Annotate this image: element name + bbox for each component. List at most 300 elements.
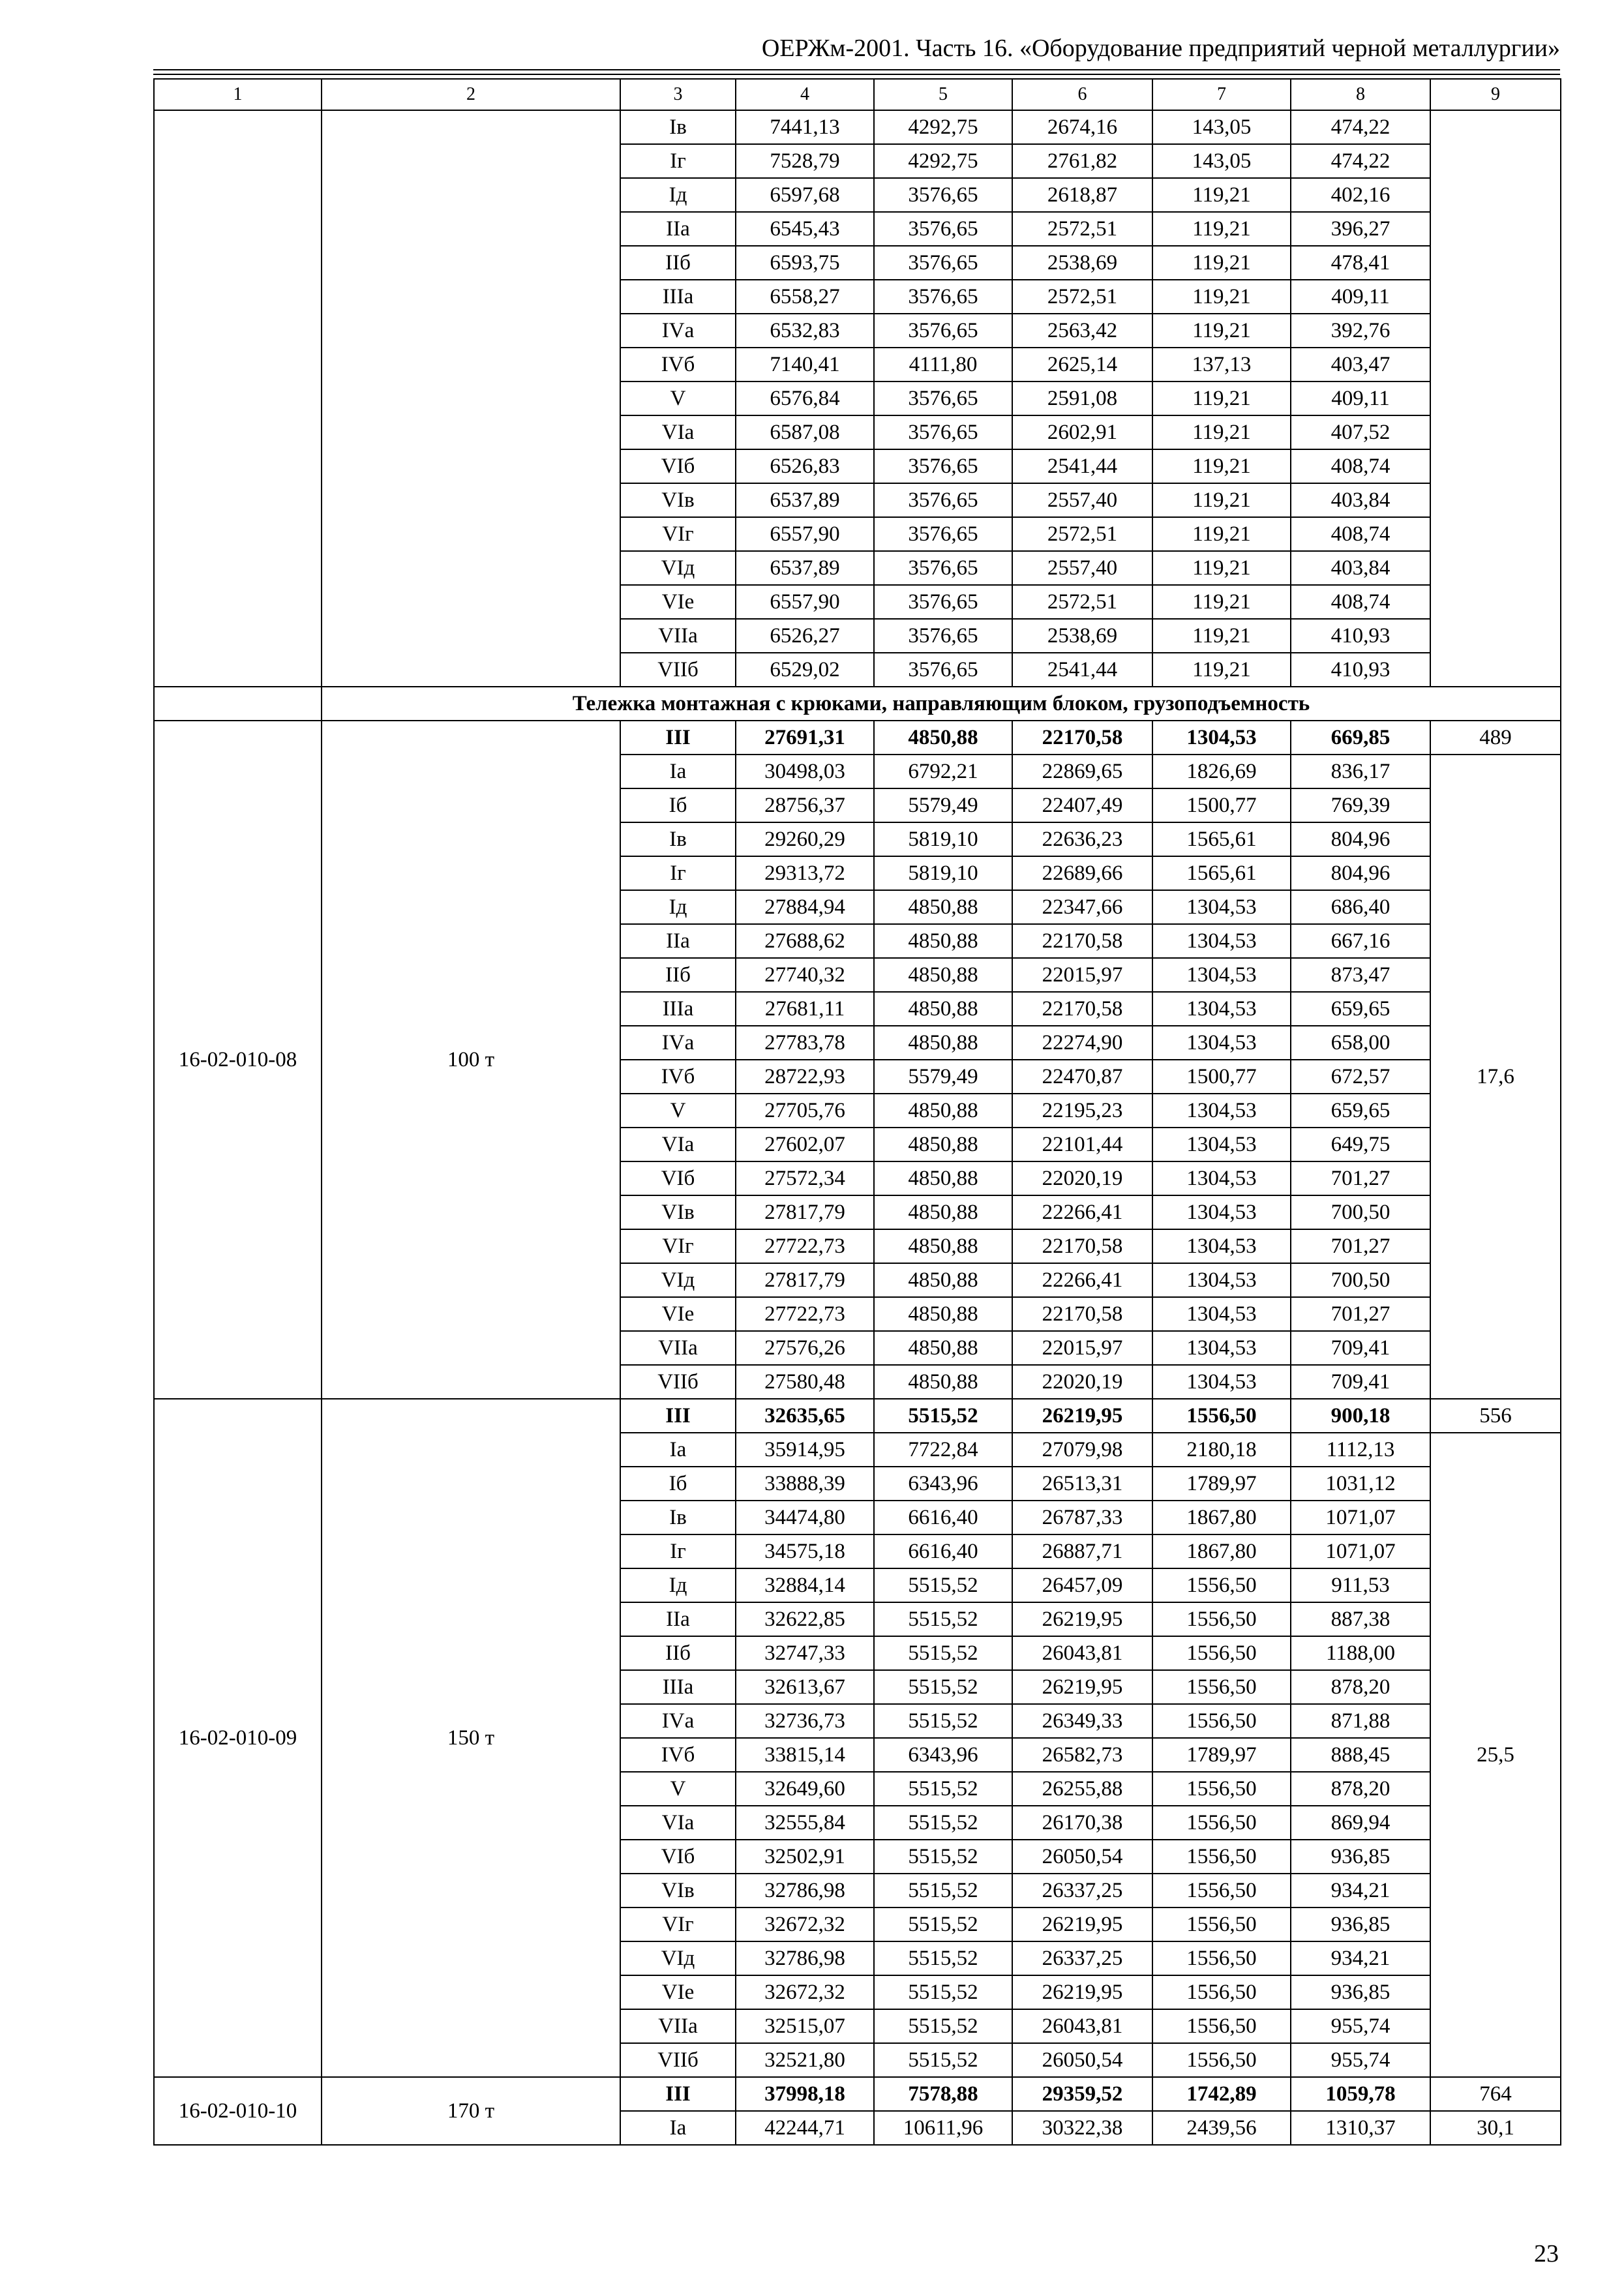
- value-cell: 7140,41: [736, 348, 874, 382]
- index-cell: Iг: [620, 856, 736, 890]
- value-cell: 871,88: [1291, 1704, 1430, 1738]
- value-cell: 27705,76: [736, 1094, 874, 1128]
- value-cell: 4292,75: [874, 110, 1012, 144]
- index-cell: Iб: [620, 788, 736, 822]
- value-cell: 409,11: [1291, 382, 1430, 415]
- index-cell: Iа: [620, 755, 736, 788]
- value-cell: 22020,19: [1012, 1161, 1152, 1195]
- column-number-cell: 2: [322, 79, 620, 110]
- index-cell: IIб: [620, 246, 736, 280]
- value-cell: 3576,65: [874, 415, 1012, 449]
- index-cell: IIб: [620, 1636, 736, 1670]
- value-cell: 27681,11: [736, 992, 874, 1026]
- value-cell: 22407,49: [1012, 788, 1152, 822]
- value-cell: 3576,65: [874, 212, 1012, 246]
- value-cell: 7578,88: [874, 2077, 1012, 2111]
- value-cell: 4850,88: [874, 721, 1012, 755]
- value-cell: 2618,87: [1012, 178, 1152, 212]
- value-cell: 934,21: [1291, 1941, 1430, 1975]
- value-cell: 6526,27: [736, 619, 874, 653]
- value-cell: 119,21: [1152, 483, 1291, 517]
- index-cell: IIа: [620, 212, 736, 246]
- value-cell: 1500,77: [1152, 788, 1291, 822]
- value-cell: 2602,91: [1012, 415, 1152, 449]
- value-cell: 1500,77: [1152, 1060, 1291, 1094]
- value-cell: 410,93: [1291, 653, 1430, 687]
- value-cell: 1556,50: [1152, 1908, 1291, 1941]
- value-cell: 2572,51: [1012, 517, 1152, 551]
- index-cell: III: [620, 721, 736, 755]
- index-cell: III: [620, 1399, 736, 1433]
- item-code: 16-02-010-09: [154, 1399, 322, 2077]
- value-cell: 6558,27: [736, 280, 874, 314]
- value-cell: 2761,82: [1012, 144, 1152, 178]
- note-cell: 489: [1430, 721, 1561, 755]
- value-cell: 26337,25: [1012, 1874, 1152, 1908]
- value-cell: 32786,98: [736, 1874, 874, 1908]
- value-cell: 6557,90: [736, 585, 874, 619]
- value-cell: 911,53: [1291, 1568, 1430, 1602]
- index-cell: VIIа: [620, 2009, 736, 2043]
- value-cell: 4850,88: [874, 1195, 1012, 1229]
- value-cell: 26043,81: [1012, 2009, 1152, 2043]
- value-cell: 32672,32: [736, 1908, 874, 1941]
- value-cell: 2563,42: [1012, 314, 1152, 348]
- value-cell: 5515,52: [874, 2043, 1012, 2077]
- item-name: 100 т: [322, 721, 620, 1399]
- value-cell: 5515,52: [874, 1568, 1012, 1602]
- note-cell: 764: [1430, 2077, 1561, 2111]
- value-cell: 26050,54: [1012, 1840, 1152, 1874]
- value-cell: 26787,33: [1012, 1501, 1152, 1534]
- value-cell: 936,85: [1291, 1975, 1430, 2009]
- value-cell: 32672,32: [736, 1975, 874, 2009]
- value-cell: 5515,52: [874, 1772, 1012, 1806]
- value-cell: 392,76: [1291, 314, 1430, 348]
- value-cell: 2557,40: [1012, 551, 1152, 585]
- value-cell: 1556,50: [1152, 1806, 1291, 1840]
- value-cell: 26219,95: [1012, 1670, 1152, 1704]
- value-cell: 27740,32: [736, 958, 874, 992]
- value-cell: 5515,52: [874, 1840, 1012, 1874]
- rates-table: [153, 78, 1561, 2146]
- value-cell: 32555,84: [736, 1806, 874, 1840]
- value-cell: 6587,08: [736, 415, 874, 449]
- value-cell: 2674,16: [1012, 110, 1152, 144]
- value-cell: 7441,13: [736, 110, 874, 144]
- value-cell: 26219,95: [1012, 1399, 1152, 1433]
- value-cell: 4292,75: [874, 144, 1012, 178]
- value-cell: 1304,53: [1152, 721, 1291, 755]
- code-cell: [154, 110, 322, 687]
- index-cell: IVб: [620, 348, 736, 382]
- value-cell: 34474,80: [736, 1501, 874, 1534]
- value-cell: 2591,08: [1012, 382, 1152, 415]
- column-number-cell: 3: [620, 79, 736, 110]
- value-cell: 6529,02: [736, 653, 874, 687]
- value-cell: 3576,65: [874, 178, 1012, 212]
- value-cell: 1556,50: [1152, 1602, 1291, 1636]
- value-cell: 6532,83: [736, 314, 874, 348]
- value-cell: 32502,91: [736, 1840, 874, 1874]
- value-cell: 2572,51: [1012, 585, 1152, 619]
- index-cell: Iд: [620, 1568, 736, 1602]
- value-cell: 22101,44: [1012, 1128, 1152, 1161]
- value-cell: 2541,44: [1012, 449, 1152, 483]
- value-cell: 2180,18: [1152, 1433, 1291, 1467]
- value-cell: 28722,93: [736, 1060, 874, 1094]
- value-cell: 701,27: [1291, 1297, 1430, 1331]
- value-cell: 873,47: [1291, 958, 1430, 992]
- value-cell: 672,57: [1291, 1060, 1430, 1094]
- value-cell: 5515,52: [874, 1941, 1012, 1975]
- value-cell: 119,21: [1152, 178, 1291, 212]
- value-cell: 1556,50: [1152, 1874, 1291, 1908]
- value-cell: 119,21: [1152, 585, 1291, 619]
- index-cell: V: [620, 1772, 736, 1806]
- value-cell: 659,65: [1291, 992, 1430, 1026]
- index-cell: VIIб: [620, 2043, 736, 2077]
- value-cell: 1565,61: [1152, 856, 1291, 890]
- value-cell: 119,21: [1152, 551, 1291, 585]
- value-cell: 6545,43: [736, 212, 874, 246]
- value-cell: 2625,14: [1012, 348, 1152, 382]
- value-cell: 1304,53: [1152, 1229, 1291, 1263]
- index-cell: VIб: [620, 449, 736, 483]
- value-cell: 37998,18: [736, 2077, 874, 2111]
- value-cell: 1304,53: [1152, 1026, 1291, 1060]
- value-cell: 409,11: [1291, 280, 1430, 314]
- index-cell: Iв: [620, 1501, 736, 1534]
- value-cell: 29359,52: [1012, 2077, 1152, 2111]
- value-cell: 900,18: [1291, 1399, 1430, 1433]
- value-cell: 4850,88: [874, 1263, 1012, 1297]
- value-cell: 5515,52: [874, 1399, 1012, 1433]
- value-cell: 22170,58: [1012, 992, 1152, 1026]
- note-cell: 25,5: [1430, 1433, 1561, 2077]
- value-cell: 878,20: [1291, 1772, 1430, 1806]
- value-cell: 27688,62: [736, 924, 874, 958]
- value-cell: 32884,14: [736, 1568, 874, 1602]
- index-cell: VIа: [620, 1128, 736, 1161]
- value-cell: 22869,65: [1012, 755, 1152, 788]
- value-cell: 1304,53: [1152, 1195, 1291, 1229]
- value-cell: 27884,94: [736, 890, 874, 924]
- note-cell: 556: [1430, 1399, 1561, 1433]
- value-cell: 769,39: [1291, 788, 1430, 822]
- value-cell: 936,85: [1291, 1908, 1430, 1941]
- value-cell: 32613,67: [736, 1670, 874, 1704]
- value-cell: 1304,53: [1152, 1365, 1291, 1399]
- value-cell: 27602,07: [736, 1128, 874, 1161]
- value-cell: 1059,78: [1291, 2077, 1430, 2111]
- value-cell: 1304,53: [1152, 958, 1291, 992]
- value-cell: 22020,19: [1012, 1365, 1152, 1399]
- value-cell: 836,17: [1291, 755, 1430, 788]
- value-cell: 32736,73: [736, 1704, 874, 1738]
- column-number-cell: 8: [1291, 79, 1430, 110]
- value-cell: 1304,53: [1152, 1161, 1291, 1195]
- value-cell: 474,22: [1291, 144, 1430, 178]
- index-cell: VIIб: [620, 653, 736, 687]
- value-cell: 5515,52: [874, 1602, 1012, 1636]
- value-cell: 1826,69: [1152, 755, 1291, 788]
- value-cell: 403,84: [1291, 483, 1430, 517]
- value-cell: 22266,41: [1012, 1195, 1152, 1229]
- value-cell: 26170,38: [1012, 1806, 1152, 1840]
- value-cell: 26337,25: [1012, 1941, 1152, 1975]
- value-cell: 658,00: [1291, 1026, 1430, 1060]
- value-cell: 42244,71: [736, 2111, 874, 2145]
- index-cell: IIа: [620, 924, 736, 958]
- index-cell: VIд: [620, 1263, 736, 1297]
- value-cell: 119,21: [1152, 415, 1291, 449]
- value-cell: 4850,88: [874, 992, 1012, 1026]
- value-cell: 1556,50: [1152, 1568, 1291, 1602]
- index-cell: VIIа: [620, 619, 736, 653]
- value-cell: 1112,13: [1291, 1433, 1430, 1467]
- index-cell: VIIа: [620, 1331, 736, 1365]
- value-cell: 3576,65: [874, 449, 1012, 483]
- value-cell: 403,84: [1291, 551, 1430, 585]
- index-cell: VIе: [620, 1975, 736, 2009]
- value-cell: 5515,52: [874, 2009, 1012, 2043]
- value-cell: 10611,96: [874, 2111, 1012, 2145]
- value-cell: 2572,51: [1012, 280, 1152, 314]
- value-cell: 667,16: [1291, 924, 1430, 958]
- value-cell: 4850,88: [874, 1365, 1012, 1399]
- index-cell: IVа: [620, 1704, 736, 1738]
- index-cell: Iг: [620, 1534, 736, 1568]
- value-cell: 709,41: [1291, 1365, 1430, 1399]
- value-cell: 27079,98: [1012, 1433, 1152, 1467]
- value-cell: 32786,98: [736, 1941, 874, 1975]
- value-cell: 22195,23: [1012, 1094, 1152, 1128]
- item-name: 150 т: [322, 1399, 620, 2077]
- value-cell: 119,21: [1152, 517, 1291, 551]
- value-cell: 22274,90: [1012, 1026, 1152, 1060]
- value-cell: 888,45: [1291, 1738, 1430, 1772]
- header-rule: [153, 69, 1560, 70]
- value-cell: 6343,96: [874, 1467, 1012, 1501]
- value-cell: 1742,89: [1152, 2077, 1291, 2111]
- value-cell: 5579,49: [874, 1060, 1012, 1094]
- value-cell: 2538,69: [1012, 619, 1152, 653]
- value-cell: 5515,52: [874, 1806, 1012, 1840]
- index-cell: Iв: [620, 822, 736, 856]
- value-cell: 4850,88: [874, 1297, 1012, 1331]
- value-cell: 26457,09: [1012, 1568, 1152, 1602]
- table-row: [154, 721, 1561, 755]
- value-cell: 4850,88: [874, 1094, 1012, 1128]
- column-number-cell: 6: [1012, 79, 1152, 110]
- value-cell: 27783,78: [736, 1026, 874, 1060]
- value-cell: 32515,07: [736, 2009, 874, 2043]
- value-cell: 30498,03: [736, 755, 874, 788]
- value-cell: 804,96: [1291, 856, 1430, 890]
- value-cell: 1789,97: [1152, 1467, 1291, 1501]
- section-title: Тележка монтажная с крюками, направляющим блоком, грузоподъемность: [322, 687, 1561, 721]
- value-cell: 22015,97: [1012, 1331, 1152, 1365]
- index-cell: Iа: [620, 1433, 736, 1467]
- index-cell: VIв: [620, 1874, 736, 1908]
- value-cell: 119,21: [1152, 382, 1291, 415]
- value-cell: 4111,80: [874, 348, 1012, 382]
- index-cell: Iа: [620, 2111, 736, 2145]
- index-cell: IIIа: [620, 992, 736, 1026]
- index-cell: IVа: [620, 314, 736, 348]
- value-cell: 26219,95: [1012, 1975, 1152, 2009]
- value-cell: 33815,14: [736, 1738, 874, 1772]
- value-cell: 869,94: [1291, 1806, 1430, 1840]
- value-cell: 30322,38: [1012, 2111, 1152, 2145]
- value-cell: 27572,34: [736, 1161, 874, 1195]
- value-cell: 26887,71: [1012, 1534, 1152, 1568]
- value-cell: 1304,53: [1152, 1094, 1291, 1128]
- value-cell: 6597,68: [736, 178, 874, 212]
- value-cell: 701,27: [1291, 1161, 1430, 1195]
- value-cell: 407,52: [1291, 415, 1430, 449]
- value-cell: 3576,65: [874, 314, 1012, 348]
- value-cell: 32622,85: [736, 1602, 874, 1636]
- value-cell: 1310,37: [1291, 2111, 1430, 2145]
- value-cell: 1556,50: [1152, 2009, 1291, 2043]
- header-rule: [153, 74, 1560, 75]
- column-number-cell: 5: [874, 79, 1012, 110]
- value-cell: 119,21: [1152, 212, 1291, 246]
- value-cell: 27722,73: [736, 1229, 874, 1263]
- index-cell: IIIа: [620, 280, 736, 314]
- value-cell: 26513,31: [1012, 1467, 1152, 1501]
- index-cell: VIв: [620, 483, 736, 517]
- section-spacer-cell: [154, 687, 322, 721]
- value-cell: 408,74: [1291, 585, 1430, 619]
- value-cell: 878,20: [1291, 1670, 1430, 1704]
- value-cell: 22636,23: [1012, 822, 1152, 856]
- value-cell: 22170,58: [1012, 721, 1152, 755]
- value-cell: 3576,65: [874, 483, 1012, 517]
- value-cell: 32747,33: [736, 1636, 874, 1670]
- index-cell: VIе: [620, 585, 736, 619]
- value-cell: 402,16: [1291, 178, 1430, 212]
- index-cell: VIд: [620, 1941, 736, 1975]
- value-cell: 27817,79: [736, 1195, 874, 1229]
- index-cell: VIа: [620, 415, 736, 449]
- value-cell: 26582,73: [1012, 1738, 1152, 1772]
- value-cell: 27817,79: [736, 1263, 874, 1297]
- value-cell: 955,74: [1291, 2043, 1430, 2077]
- value-cell: 6616,40: [874, 1501, 1012, 1534]
- value-cell: 119,21: [1152, 314, 1291, 348]
- value-cell: 4850,88: [874, 890, 1012, 924]
- item-code: 16-02-010-08: [154, 721, 322, 1399]
- value-cell: 1071,07: [1291, 1534, 1430, 1568]
- value-cell: 1304,53: [1152, 890, 1291, 924]
- value-cell: 2572,51: [1012, 212, 1152, 246]
- value-cell: 5515,52: [874, 1975, 1012, 2009]
- value-cell: 701,27: [1291, 1229, 1430, 1263]
- value-cell: 6537,89: [736, 551, 874, 585]
- value-cell: 669,85: [1291, 721, 1430, 755]
- value-cell: 5515,52: [874, 1704, 1012, 1738]
- index-cell: IVб: [620, 1060, 736, 1094]
- index-cell: IVб: [620, 1738, 736, 1772]
- value-cell: 4850,88: [874, 1161, 1012, 1195]
- value-cell: 887,38: [1291, 1602, 1430, 1636]
- value-cell: 3576,65: [874, 585, 1012, 619]
- index-cell: V: [620, 1094, 736, 1128]
- value-cell: 804,96: [1291, 822, 1430, 856]
- value-cell: 1304,53: [1152, 1331, 1291, 1365]
- value-cell: 22170,58: [1012, 1229, 1152, 1263]
- page-number: 23: [1534, 2240, 1559, 2267]
- value-cell: 2541,44: [1012, 653, 1152, 687]
- index-cell: VIг: [620, 1229, 736, 1263]
- value-cell: 7528,79: [736, 144, 874, 178]
- value-cell: 27580,48: [736, 1365, 874, 1399]
- value-cell: 5819,10: [874, 856, 1012, 890]
- index-cell: Iг: [620, 144, 736, 178]
- value-cell: 6576,84: [736, 382, 874, 415]
- value-cell: 3576,65: [874, 653, 1012, 687]
- column-number-row: [154, 79, 1561, 110]
- column-number-cell: 4: [736, 79, 874, 110]
- value-cell: 32521,80: [736, 2043, 874, 2077]
- value-cell: 22689,66: [1012, 856, 1152, 890]
- value-cell: 1304,53: [1152, 1263, 1291, 1297]
- value-cell: 1867,80: [1152, 1501, 1291, 1534]
- value-cell: 4850,88: [874, 1229, 1012, 1263]
- value-cell: 27722,73: [736, 1297, 874, 1331]
- table-row: [154, 110, 1561, 144]
- value-cell: 22170,58: [1012, 1297, 1152, 1331]
- value-cell: 35914,95: [736, 1433, 874, 1467]
- index-cell: VIд: [620, 551, 736, 585]
- index-cell: III: [620, 2077, 736, 2111]
- index-cell: Iв: [620, 110, 736, 144]
- value-cell: 3576,65: [874, 619, 1012, 653]
- index-cell: IIа: [620, 1602, 736, 1636]
- note-cell: 30,1: [1430, 2111, 1561, 2145]
- value-cell: 1556,50: [1152, 1840, 1291, 1874]
- value-cell: 936,85: [1291, 1840, 1430, 1874]
- value-cell: 26349,33: [1012, 1704, 1152, 1738]
- value-cell: 22347,66: [1012, 890, 1152, 924]
- value-cell: 26050,54: [1012, 2043, 1152, 2077]
- value-cell: 2538,69: [1012, 246, 1152, 280]
- index-cell: V: [620, 382, 736, 415]
- value-cell: 700,50: [1291, 1195, 1430, 1229]
- value-cell: 6526,83: [736, 449, 874, 483]
- index-cell: Iд: [620, 178, 736, 212]
- value-cell: 1556,50: [1152, 1704, 1291, 1738]
- value-cell: 32649,60: [736, 1772, 874, 1806]
- value-cell: 4850,88: [874, 924, 1012, 958]
- value-cell: 1188,00: [1291, 1636, 1430, 1670]
- value-cell: 6557,90: [736, 517, 874, 551]
- index-cell: VIе: [620, 1297, 736, 1331]
- value-cell: 119,21: [1152, 653, 1291, 687]
- value-cell: 26043,81: [1012, 1636, 1152, 1670]
- value-cell: 649,75: [1291, 1128, 1430, 1161]
- value-cell: 1556,50: [1152, 2043, 1291, 2077]
- value-cell: 3576,65: [874, 382, 1012, 415]
- value-cell: 4850,88: [874, 958, 1012, 992]
- value-cell: 408,74: [1291, 449, 1430, 483]
- table-row: [154, 1399, 1561, 1433]
- value-cell: 137,13: [1152, 348, 1291, 382]
- value-cell: 32635,65: [736, 1399, 874, 1433]
